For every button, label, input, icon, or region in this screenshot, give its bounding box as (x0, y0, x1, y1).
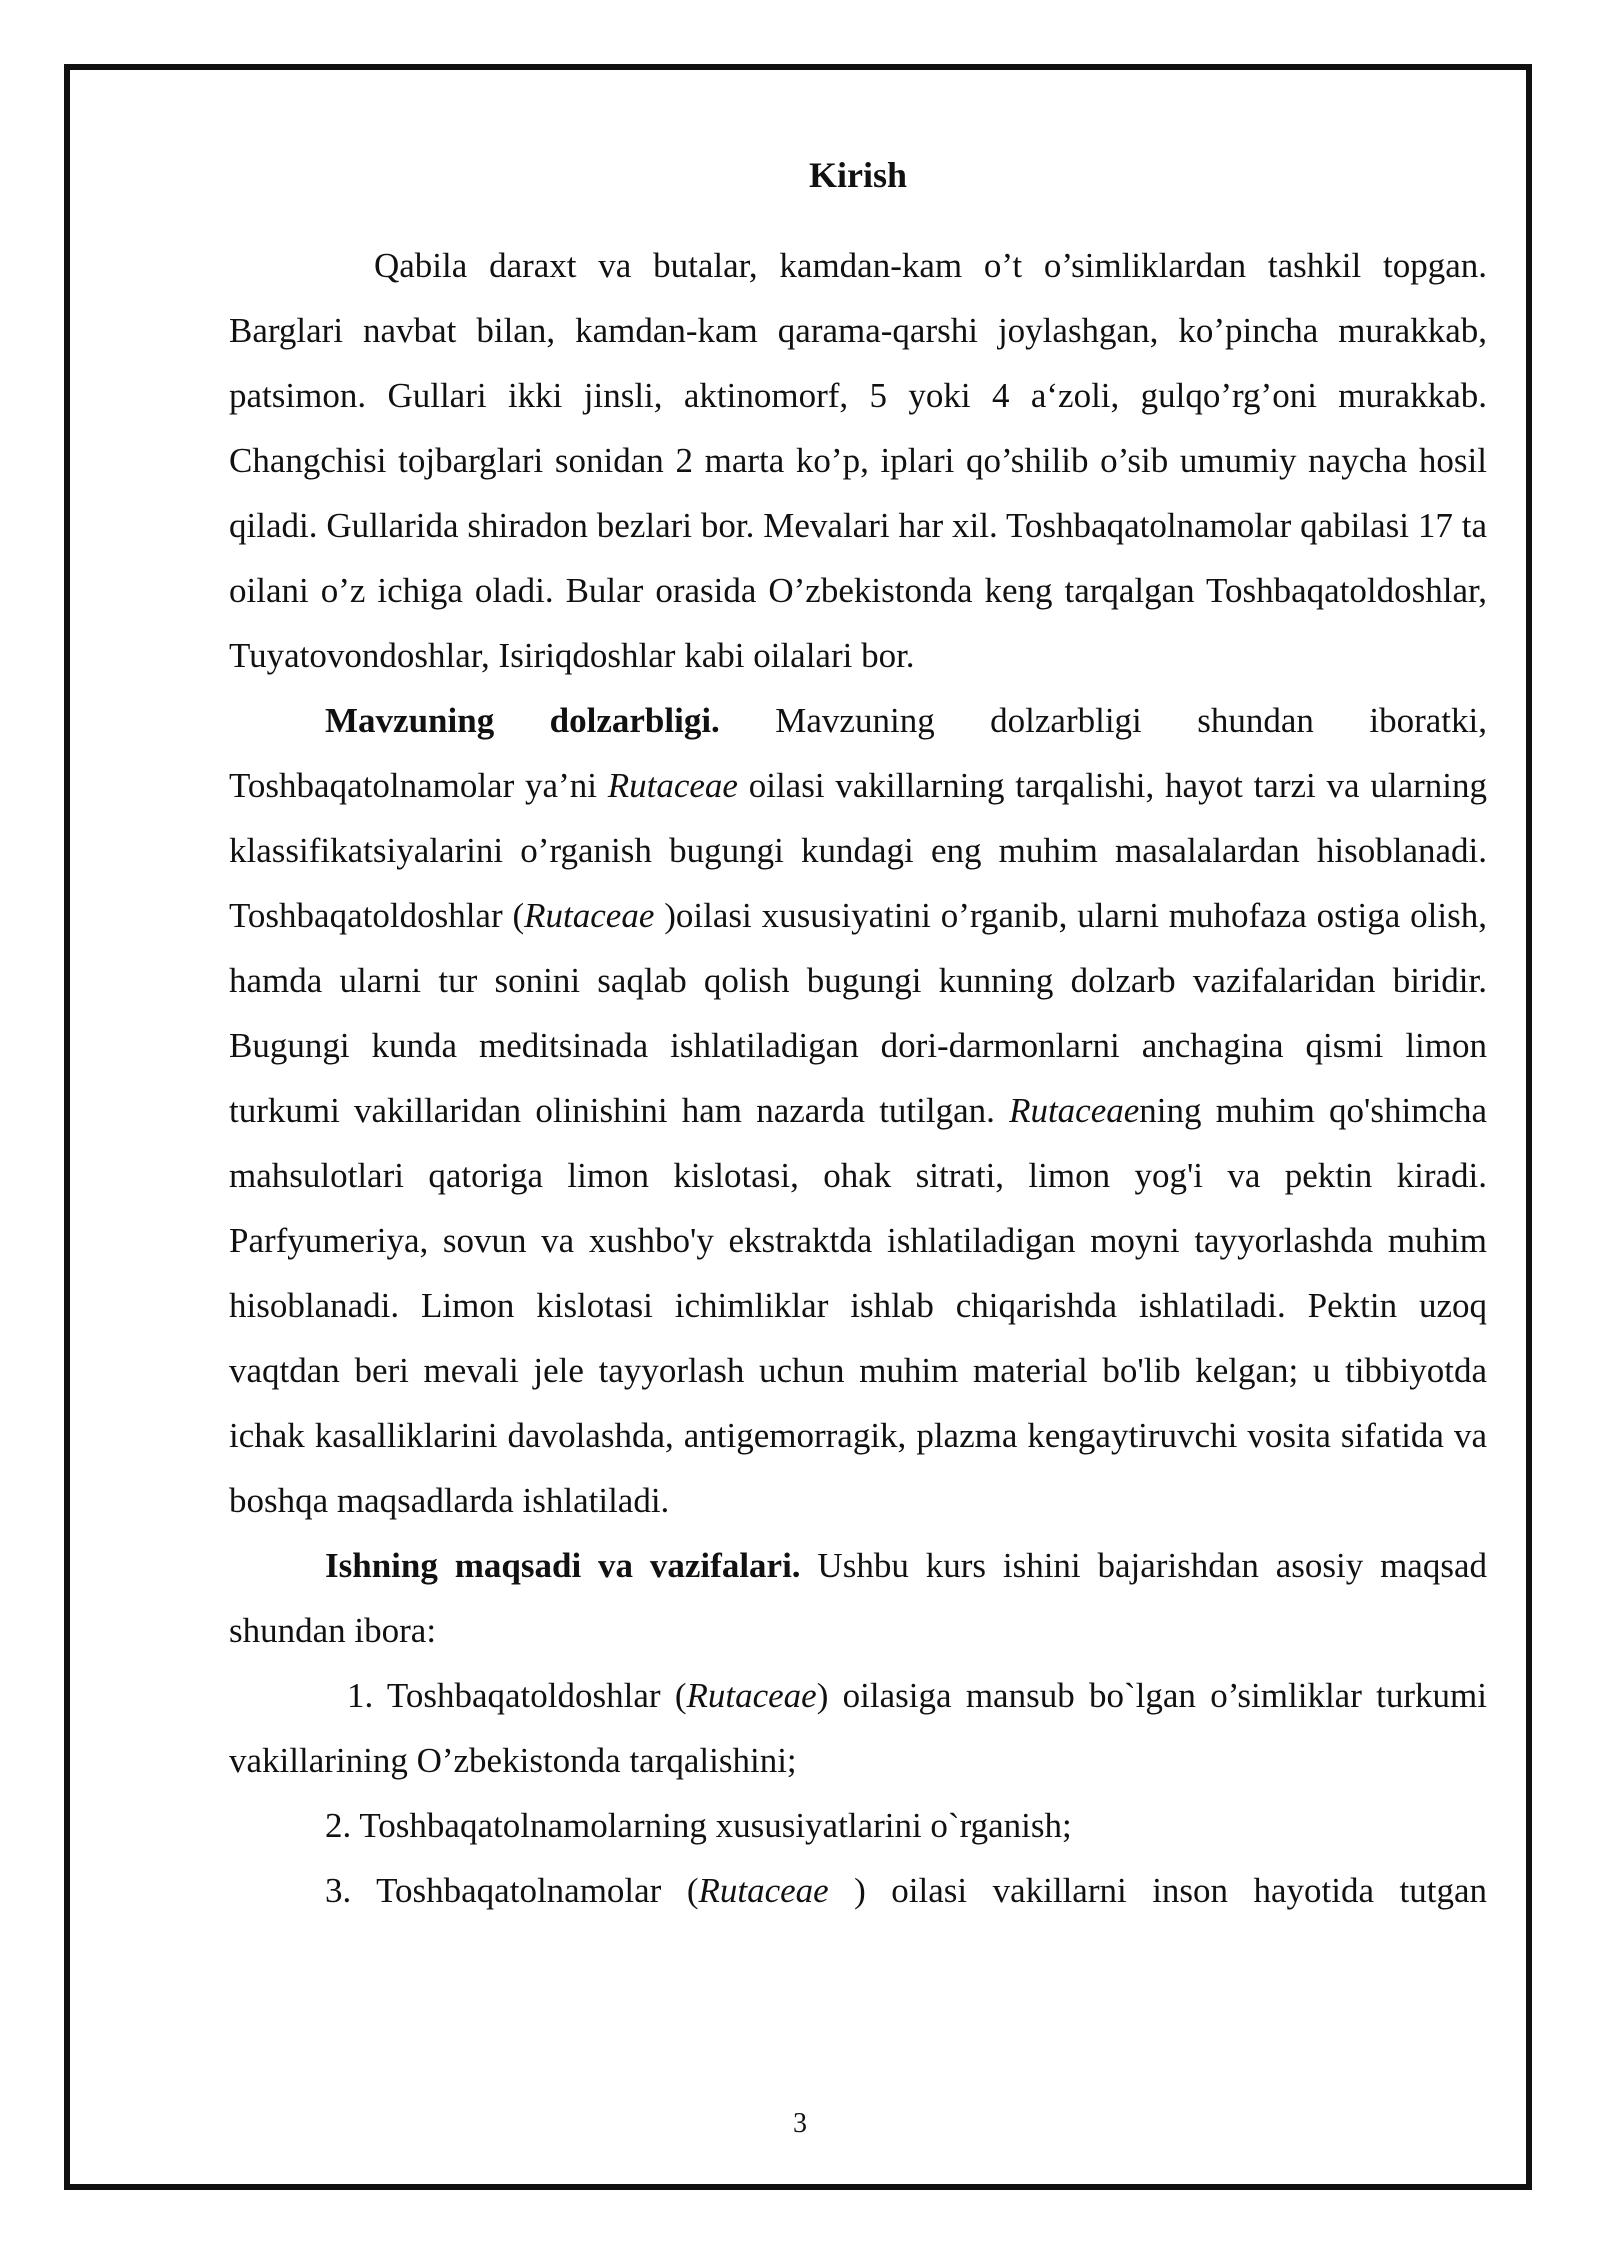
list-item-1-after: ) oilasiga mansub bo`lgan o’simliklar turkumi vakillarining O’zbekistonda tarqalishini; (229, 1676, 1487, 1780)
relevance-latin-3: Rutaceae (1009, 1091, 1140, 1130)
goals-text: Ushbu kurs ishini bajarishdan asosiy maqsad shundan ibora: (229, 1546, 1487, 1650)
page-title: Kirish (808, 155, 907, 195)
relevance-text-2: oilasi vakillarning tarqalishi, hayot tarzi va ularning klassifikatsiyalarini o’rganish bugungi kundagi eng muhim masalalardan hisoblanadi. Toshbaqatoldoshlar ( (229, 766, 1487, 935)
list-item-3-after: ) oilasi vakillarni inson hayotida tutgan (828, 1871, 1487, 1910)
list-item-1-latin: Rutaceae (686, 1676, 817, 1715)
list-item-1-before: 1. Toshbaqatoldoshlar ( (347, 1676, 687, 1715)
document-body (229, 150, 1487, 1923)
relevance-latin-1: Rutaceae (607, 766, 738, 805)
intro-paragraph: Qabila daraxt va butalar, kamdan-kam o’t o’simliklardan tashkil topgan. Barglari navbat bilan, kamdan-kam qarama-qarshi joylashgan, ko’pincha murakkab, patsimon. Gullari ikki jinsli, aktinomorf, 5 yoki 4 a‘zoli, gulqo’rg’oni murakkab. Changchisi tojbarglari sonidan 2 marta ko’p, iplari qo’shilib o’sib umumiy naycha hosil qiladi. Gullarida shiradon bezlari bor. Mevalari har xil. Toshbaqatolnamolar qabilasi 17 ta oilani o’z ichiga oladi. Bular orasida O’zbekistonda keng tarqalgan Toshbaqatoldoshlar, Tuyatovondoshlar, Isiriqdoshlar kabi oilalari bor. (229, 246, 1487, 675)
page-number: 3 (793, 2108, 807, 2139)
list-item-2-text: 2. Toshbaqatolnamolarning xususiyatlarini o`rganish; (325, 1806, 1072, 1845)
relevance-text-4: ning muhim qo'shimcha mahsulotlari qatoriga limon kislotasi, ohak sitrati, limon yog'i va pektin kiradi. Parfyumeriya, sovun va xushbo'y ekstraktda ishlatiladigan moyni tayyorlashda muhim hisoblanadi. Limon kislotasi ichimliklar ishlab chiqarishda ishlatiladi. Pektin uzoq vaqtdan beri mevali jele tayyorlash uchun muhim material bo'lib kelgan; u tibbiyotda ichak kasalliklarini davolashda, antigemorragik, plazma kengaytiruvchi vosita sifatida va boshqa maqsadlarda ishlatiladi. (229, 1091, 1487, 1520)
list-item (229, 1858, 1487, 1923)
relevance-text-1: Mavzuning dolzarbligi shundan iboratki, Toshbaqatolnamolar ya’ni (229, 701, 1487, 805)
goals-heading: Ishning maqsadi va vazifalari. (325, 1546, 801, 1585)
goals-paragraph (229, 1533, 1487, 1663)
list-item (229, 1793, 1487, 1858)
relevance-heading: Mavzuning dolzarbligi. (325, 701, 720, 740)
relevance-paragraph (229, 688, 1487, 1533)
list-item-3-latin: Rutaceae (698, 1871, 829, 1910)
relevance-latin-2: Rutaceae (524, 896, 655, 935)
list-item (229, 1663, 1487, 1793)
relevance-text-3: )oilasi xususiyatini o’rganib, ularni muhofaza ostiga olish, hamda ularni tur sonini saqlab qolish bugungi kunning dolzarb vazifalaridan biridir. Bugungi kunda meditsinada ishlatiladigan dori-darmonlarni anchagina qismi limon turkumi vakillaridan olinishini ham nazarda tutilgan. (229, 896, 1487, 1130)
list-item-3-before: 3. Toshbaqatolnamolar ( (325, 1871, 699, 1910)
